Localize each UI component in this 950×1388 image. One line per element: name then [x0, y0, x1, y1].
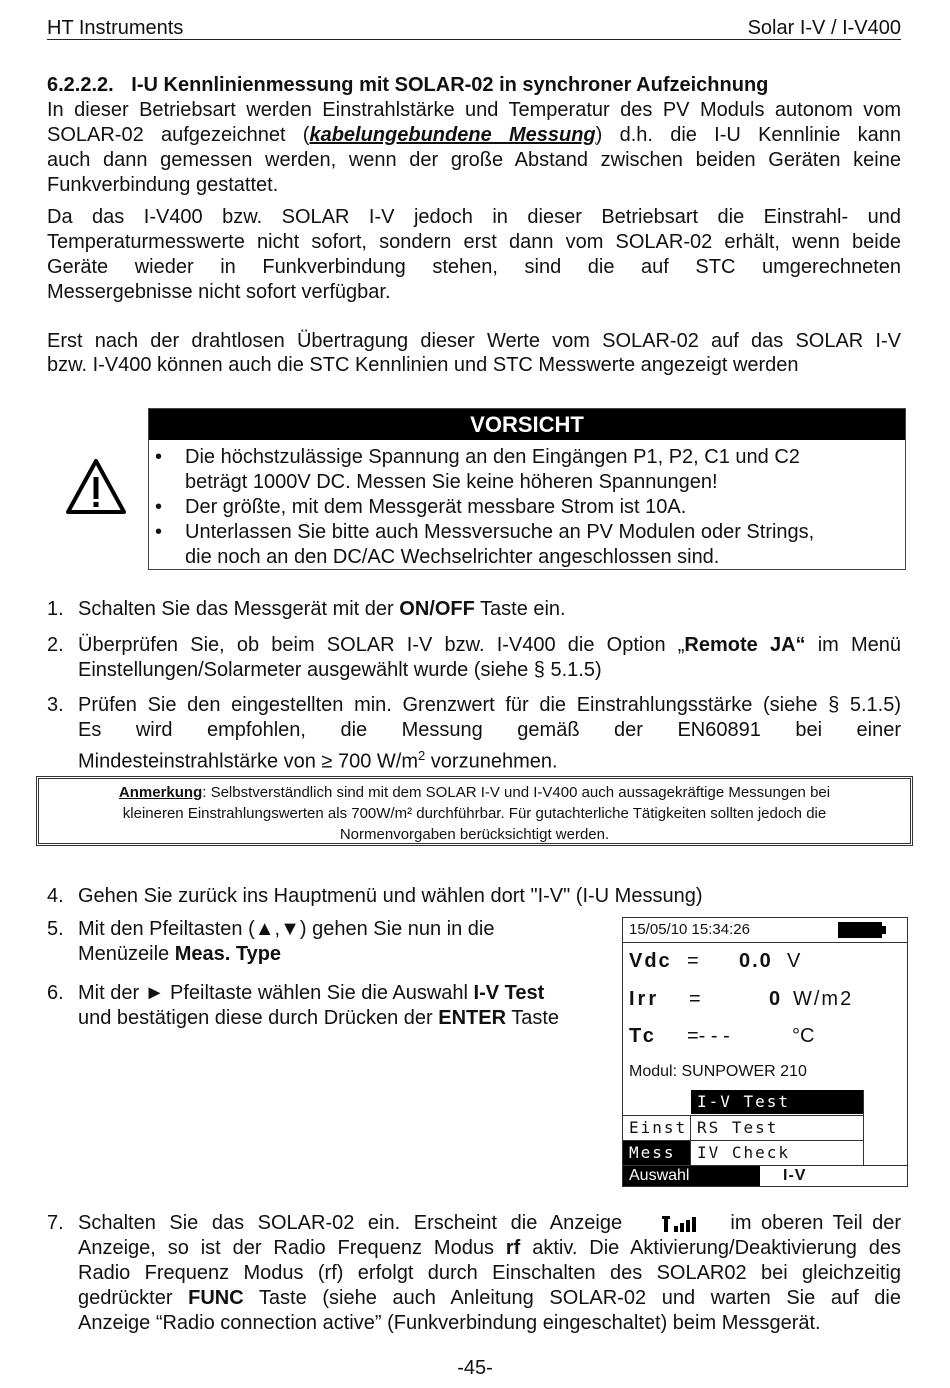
- step-number: 3.: [47, 694, 64, 716]
- vdc-value: 0.0: [739, 950, 773, 972]
- menu-box-right: [863, 1090, 864, 1165]
- para2-line1: Da das I-V400 bzw. SOLAR I-V jedoch in dieser Betriebsart die Einstrahl- und: [47, 206, 901, 228]
- caution-item-line: • Der größte, mit dem Messgerät messbare Strom ist 10A.: [185, 496, 687, 518]
- caution-item-line: • Die höchstzulässige Spannung an den Eingängen P1, P2, C1 und C2: [185, 446, 800, 468]
- step-2: [47, 633, 64, 658]
- caution-item: [149, 520, 889, 570]
- para1-line2-a: SOLAR-02 aufgezeichnet (: [47, 124, 310, 146]
- step-text: Mit der ► Pfeiltaste wählen Sie die Auswahl: [78, 982, 474, 1004]
- irr-row: [629, 988, 854, 1011]
- remote-option: Remote JA“: [684, 634, 806, 656]
- note-box: [36, 776, 913, 846]
- einst-label[interactable]: Einst: [629, 1118, 688, 1137]
- section-heading: [47, 73, 768, 98]
- step-4-text: Gehen Sie zurück ins Hauptmenü und wählen dort "I-V" (I-U Messung): [78, 885, 703, 907]
- iv-selection-value[interactable]: I-V: [783, 1167, 807, 1184]
- irr-label: Irr: [629, 988, 660, 1010]
- enter-key: ENTER: [438, 1007, 507, 1029]
- caution-item-line: • Unterlassen Sie bitte auch Messversuche an PV Modulen oder Strings,: [185, 521, 815, 543]
- step-text: und bestätigen diese durch Drücken der: [78, 1007, 439, 1029]
- screen-header-rule: [623, 942, 907, 943]
- step-3-line1: Prüfen Sie den eingestellten min. Grenzwert für die Einstrahlungsstärke (siehe § 5.1.5): [78, 694, 901, 716]
- caution-item-line: beträgt 1000V DC. Messen Sie keine höheren Spannungen!: [185, 471, 718, 493]
- tc-unit: °C: [792, 1025, 815, 1047]
- para1-emphasis: kabelungebundene Messung: [309, 124, 596, 146]
- para2-line2: Temperaturmesswerte nicht sofort, sondern erst dann vom SOLAR-02 erhält, wenn beide: [47, 231, 901, 253]
- note-line2: kleineren Einstrahlungswerten als 700W/m² durchführbar. Für gutachterliche Tätigkeiten sollten jedoch die: [122, 805, 827, 822]
- step-number: 5.: [47, 918, 64, 940]
- iv-test-label: I-V Test: [473, 982, 545, 1004]
- vdc-row: [629, 950, 801, 973]
- step-text: Menüzeile: [78, 943, 175, 965]
- step-text: aktiv. Die Aktivierung/Deaktivierung des: [520, 1237, 901, 1259]
- step-text: Mit den Pfeiltasten (▲,▼) gehen Sie nun in die: [78, 918, 495, 940]
- section-title: I-U Kennlinienmessung mit SOLAR-02 in synchroner Aufzeichnung: [131, 74, 769, 96]
- step-7-line1: [78, 1211, 901, 1236]
- step-2-line1: [78, 633, 901, 658]
- header-left: HT Instruments: [47, 17, 184, 39]
- meas-type: Meas. Type: [174, 943, 282, 965]
- step-text: Schalten Sie das Messgerät mit der: [78, 598, 400, 620]
- module-label: Modul: SUNPOWER 210: [629, 1063, 807, 1080]
- caution-list: [149, 445, 889, 570]
- superscript: 2: [418, 748, 426, 763]
- step-7-line4: [78, 1286, 901, 1311]
- step-text: [78, 981, 608, 1006]
- header-right: Solar I-V / I-V400: [747, 17, 901, 39]
- step-text: Mindesteinstrahlstärke von ≥ 700 W/m: [78, 750, 418, 773]
- section-number: 6.2.2.2.: [47, 74, 114, 96]
- step-5-text: [78, 917, 598, 967]
- step-3-line3: [78, 743, 558, 775]
- step-6: [47, 981, 64, 1006]
- vdc-eq: =: [687, 950, 699, 972]
- step-text: Anzeige, so ist der Radio Frequenz Modus: [78, 1237, 506, 1259]
- step-7: [47, 1211, 64, 1236]
- warning-triangle-icon: [64, 457, 128, 517]
- para1-line1: In dieser Betriebsart werden Einstrahlstärke und Temperatur des PV Moduls autonom vom: [47, 99, 901, 121]
- note-label: Anmerkung: [118, 784, 203, 801]
- para3-line2: bzw. I-V400 können auch die STC Kennlinien und STC Messwerte angezeigt werden: [47, 354, 799, 376]
- screen-datetime: 15/05/10 15:34:26: [629, 921, 750, 938]
- para2-line4: Messergebnisse nicht sofort verfügbar.: [47, 281, 391, 303]
- step-6-text: [78, 981, 608, 1031]
- caution-item-line: die noch an den DC/AC Wechselrichter angeschlossen sind.: [185, 546, 720, 568]
- caution-item: [149, 445, 889, 495]
- auswahl-label: Auswahl: [629, 1167, 690, 1184]
- irr-value: 0: [769, 988, 781, 1010]
- para1-line4: Funkverbindung gestattet.: [47, 174, 279, 196]
- menu-item-iv-check[interactable]: IV Check: [697, 1143, 791, 1162]
- note-line1: [39, 782, 910, 803]
- menu-item-rs-test[interactable]: RS Test: [697, 1118, 779, 1137]
- note-text: : Selbstverständlich sind mit dem SOLAR I-V und I-V400 auch aussagekräftige Messungen bei: [202, 784, 831, 801]
- page-number: -45-: [457, 1357, 493, 1379]
- step-text: gedrückter: [78, 1287, 189, 1309]
- step-5: [47, 917, 64, 942]
- step-text: Schalten Sie das SOLAR-02 ein. Erscheint die Anzeige: [78, 1212, 623, 1234]
- step-text: Überprüfen Sie, ob beim SOLAR I-V bzw. I-V400 die Option „: [78, 634, 685, 656]
- caution-title: VORSICHT: [149, 409, 905, 440]
- battery-icon: [838, 922, 882, 938]
- step-4: [47, 884, 64, 909]
- vdc-label: Vdc: [629, 950, 672, 972]
- step-3: [47, 693, 64, 718]
- rf-mode: rf: [505, 1237, 521, 1259]
- step-7-line3: Radio Frequenz Modus (rf) erfolgt durch Einschalten des SOLAR02 bei gleichzeitig: [78, 1262, 901, 1284]
- on-off-key: ON/OFF: [399, 598, 475, 620]
- step-text: Taste (siehe auch Anleitung SOLAR-02 und warten Sie auf die: [243, 1287, 901, 1309]
- step-1: [47, 597, 64, 622]
- para1-line3: auch dann gemessen werden, wenn der große Abstand zwischen beiden Geräten keine: [47, 149, 901, 171]
- step-text: vorzunehmen.: [425, 750, 558, 773]
- step-7-line5: Anzeige “Radio connection active” (Funkverbindung eingeschaltet) beim Messgerät.: [78, 1312, 821, 1334]
- step-text: im Menü: [805, 634, 901, 656]
- step-1-text: [78, 597, 566, 622]
- step-number: 2.: [47, 634, 64, 656]
- step-2-line2: Einstellungen/Solarmeter ausgewählt wurde (siehe § 5.1.5): [78, 659, 602, 681]
- para3-line1: Erst nach der drahtlosen Übertragung dieser Werte vom SOLAR-02 auf das SOLAR I-V: [47, 330, 901, 352]
- vdc-unit: V: [787, 950, 801, 972]
- para2-line3: Geräte wieder in Funkverbindung stehen, sind die auf STC umgerechneten: [47, 256, 901, 278]
- step-text: [78, 1006, 608, 1031]
- caution-item: [149, 495, 889, 520]
- step-7-line2: [78, 1236, 901, 1261]
- step-number: 7.: [47, 1212, 64, 1234]
- irr-unit: W/m2: [793, 988, 854, 1010]
- mess-label[interactable]: Mess: [623, 1141, 690, 1165]
- step-text: im oberen Teil der: [730, 1212, 901, 1234]
- signal-strength-icon: [662, 1214, 702, 1234]
- menu-item-iv-test[interactable]: I-V Test: [691, 1090, 863, 1114]
- tc-label: Tc: [629, 1025, 657, 1047]
- step-number: 1.: [47, 598, 64, 620]
- step-3-line2: Es wird empfohlen, die Messung gemäß der EN60891 bei einer: [78, 719, 901, 741]
- tc-eq: =- - -: [687, 1025, 730, 1047]
- func-key: FUNC: [188, 1287, 244, 1309]
- note-line3: Normenvorgaben berücksichtigt werden.: [339, 826, 610, 843]
- para1-line2-b: ) d.h. die I-U Kennlinie kann: [595, 124, 902, 146]
- instrument-screen: [622, 917, 908, 1187]
- para1-line2: [47, 123, 901, 148]
- tc-row: [629, 1025, 815, 1048]
- step-number: 4.: [47, 885, 64, 907]
- step-number: 6.: [47, 982, 64, 1004]
- header-rule: [47, 39, 901, 40]
- step-text: Taste: [506, 1007, 560, 1029]
- irr-eq: =: [689, 988, 701, 1010]
- caution-box: [148, 408, 906, 570]
- step-text: [78, 942, 598, 967]
- step-text: Taste ein.: [474, 598, 566, 620]
- battery-tip: [882, 926, 886, 934]
